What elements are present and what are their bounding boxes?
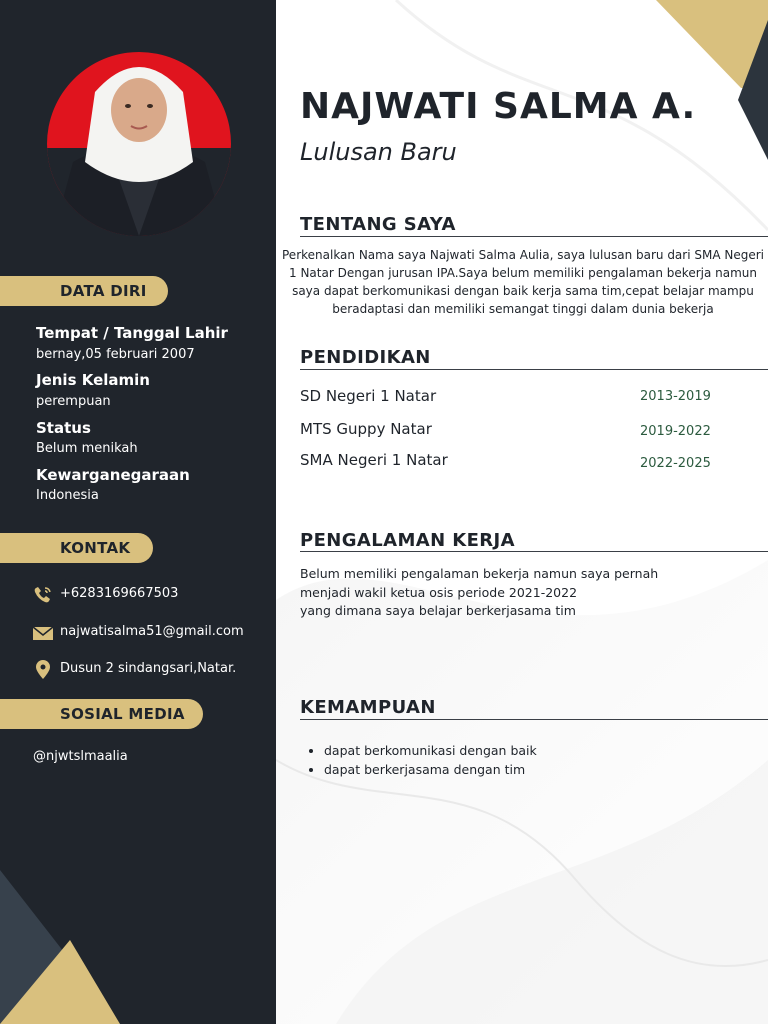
pengalaman-kerja-title: PENGALAMAN KERJA bbox=[300, 530, 515, 551]
location-pin-icon bbox=[32, 660, 54, 680]
candidate-name: NAJWATI SALMA A. bbox=[300, 86, 697, 127]
birth-label: Tempat / Tanggal Lahir bbox=[36, 324, 228, 342]
tentang-saya-divider bbox=[300, 236, 768, 237]
skill-item: • dapat berkomunikasi dengan baik bbox=[324, 741, 537, 760]
data-diri-header bbox=[0, 276, 168, 306]
experience-line: yang dimana saya belajar berkerjasama tim bbox=[300, 603, 576, 618]
kemampuan-title: KEMAMPUAN bbox=[300, 697, 436, 718]
about-line: beradaptasi dan memiliki semangat tinggi dalam dunia bekerja bbox=[332, 302, 714, 316]
social-handle[interactable]: @njwtslmaalia bbox=[33, 749, 128, 764]
education-school: SMA Negeri 1 Natar bbox=[300, 451, 448, 469]
pengalaman-kerja-divider bbox=[300, 551, 768, 552]
kontak-title: KONTAK bbox=[60, 539, 131, 557]
nationality-label: Kewarganegaraan bbox=[36, 466, 190, 484]
about-line: Perkenalkan Nama saya Najwati Salma Aulia, saya lulusan baru dari SMA Negeri bbox=[282, 248, 764, 262]
education-school: SD Negeri 1 Natar bbox=[300, 387, 437, 405]
experience-line: menjadi wakil ketua osis periode 2021-2022 bbox=[300, 585, 578, 600]
pendidikan-divider bbox=[300, 369, 768, 370]
birth-value: bernay,05 februari 2007 bbox=[36, 347, 195, 362]
data-diri-title: DATA DIRI bbox=[60, 282, 147, 300]
tentang-saya-title: TENTANG SAYA bbox=[300, 214, 456, 235]
skills-list bbox=[300, 741, 537, 779]
phone-text: +6283169667503 bbox=[60, 586, 179, 601]
mail-icon bbox=[32, 623, 54, 643]
status-value: Belum menikah bbox=[36, 441, 138, 456]
sosial-media-header bbox=[0, 699, 203, 729]
about-line: saya dapat berkomunikasi dengan baik kerja sama tim,cepat belajar mampu bbox=[292, 284, 754, 298]
education-years: 2022-2025 bbox=[640, 456, 711, 471]
sosial-media-title: SOSIAL MEDIA bbox=[60, 705, 185, 723]
kontak-header bbox=[0, 533, 153, 563]
gender-value: perempuan bbox=[36, 394, 111, 409]
phone-icon bbox=[32, 585, 54, 605]
education-years: 2019-2022 bbox=[640, 424, 711, 439]
profile-photo bbox=[43, 52, 235, 236]
nationality-value: Indonesia bbox=[36, 488, 99, 503]
candidate-role: Lulusan Baru bbox=[300, 138, 457, 166]
experience-line: Belum memiliki pengalaman bekerja namun saya pernah bbox=[300, 566, 659, 581]
sidebar bbox=[0, 0, 276, 1024]
pendidikan-title: PENDIDIKAN bbox=[300, 347, 431, 368]
gender-label: Jenis Kelamin bbox=[36, 371, 150, 389]
address-text: Dusun 2 sindangsari,Natar. bbox=[60, 661, 237, 676]
email-text: najwatisalma51@gmail.com bbox=[60, 624, 244, 639]
kemampuan-divider bbox=[300, 719, 768, 720]
about-line: 1 Natar Dengan jurusan IPA.Saya belum memiliki pengalaman bekerja namun bbox=[289, 266, 757, 280]
education-school: MTS Guppy Natar bbox=[300, 420, 432, 438]
skill-item: • dapat berkerjasama dengan tim bbox=[324, 760, 537, 779]
about-text bbox=[280, 246, 766, 318]
status-label: Status bbox=[36, 419, 91, 437]
education-years: 2013-2019 bbox=[640, 389, 711, 404]
